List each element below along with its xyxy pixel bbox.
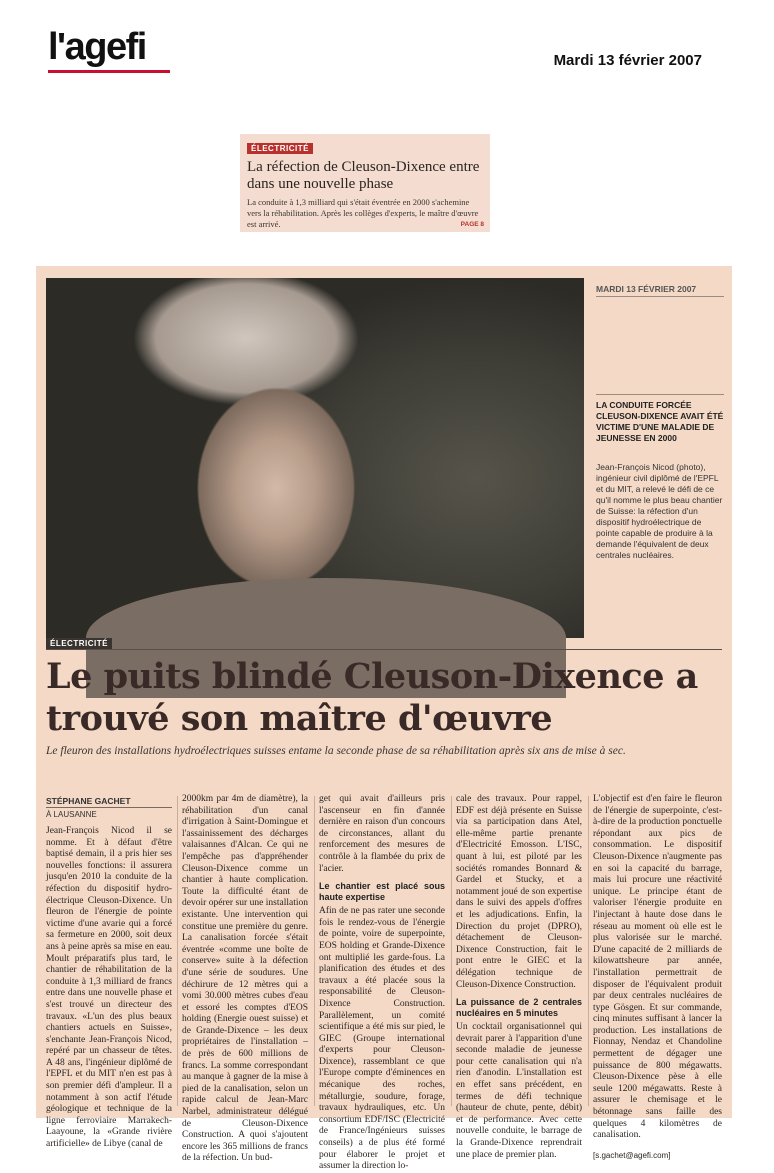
column-text: Un cocktail organisationnel qui devrait parer à l'apparition d'une seconde maladie de jeunesse pour cette canalisation qui n'a rien d'anodin. L'installation est en effet sans précédent, en termes de défi technique (hauteur de chute, pente, débit) et de performance. Avec cette nouvelle conduite, le barrage de la Grande-Dixence reprendrait une place de premier plan.	[456, 1022, 582, 1160]
side-caption: Jean-François Nicod (photo), ingénieur civil diplômé de l'EPFL et du MIT, a relevé le défi de ce qu'il nomme le plus beau chantier de Suisse: la réfection d'un dispositif hydroélectrique de pointe capable de produire à la demande l'équivalent de deux centrales nucléaires.	[596, 462, 723, 560]
article-column-3	[319, 794, 445, 1172]
article-column-5	[593, 794, 722, 1160]
subheading: La puissance de 2 centrales nucléaires en 5 minutes	[456, 997, 582, 1019]
article-headline: Le puits blindé Cleuson-Dixence a trouvé son maître d'œuvre	[46, 656, 698, 739]
teaser-page-ref: PAGE 8	[460, 221, 484, 228]
column-divider	[588, 796, 589, 1106]
author-location: À LAUSANNE	[46, 810, 97, 819]
clipping-date: MARDI 13 FÉVRIER 2007	[596, 284, 697, 294]
portrait-photo	[46, 278, 584, 638]
column-divider	[314, 796, 315, 1106]
side-headline: LA CONDUITE FORCÉE CLEUSON-DIXENCE AVAIT ÉTÉ VICTIME D'UNE MALADIE DE JEUNESSE EN 2000	[596, 400, 724, 443]
column-text: Afin de ne pas rater une seconde fois le rendez-vous de l'énergie de pointe, voire de superpointe, EOS holding et Grande-Dixence ont multiplié les garde-fous. La planification des études et des travaux a été placée sous la responsabilité de Cleuson-Dixence Construction. Parallèlement, un comité scientifique a été mis sur pied, le GIEC (Groupe international d'experts pour Cleuson-Dixence), rassemblant ce que l'Europe compte d'éminences en mécanique des roches, métallurgie, soudure, forage, travaux hydrauliques, etc. Un consortium EDF/ISC (Electricité de France/Ingénieurs suisses conseils) a de plus été formé pour élaborer le projet et assumer la direction lo-	[319, 906, 445, 1172]
teaser-clipping	[240, 134, 490, 232]
teaser-text: La conduite à 1,3 milliard qui s'était éventrée en 2000 s'achemine vers la réhabilitation. Après les collèges d'experts, le maître d'œuvre est arrivé.	[247, 197, 479, 229]
column-text: L'objectif est d'en faire le fleuron de l'énergie de superpointe, c'est-à-dire de la production ponctuelle répondant aux pics de consommation. Le dispositif Cleuson-Dixence n'augmente pas en soi la capacité du barrage, mais lui procure une réactivité unique. Le principe étant de valoriser l'énergie produite en l'injectant à haute dose dans le réseau au moment où elle est le plus valorisée sur le marché. D'une capacité de 2 milliards de kilowattsheure par année, l'installation permettrait de disposer de l'équivalent produit par deux centrales nucléaires de type Gösgen. Et sur commande, cinq minutes suffisant à lancer la production. Les installations de Fionnay, Nendaz et Chandoline permettent de dégager une puissance de 800 mégawatts. Cleuson-Dixence pèse à elle seule 1200 mégawatts. Reste à assurer le chemisage et le bétonnage sans faille des quelques 4 kilomètres de canalisation.	[593, 794, 722, 1141]
column-text: 2000km par 4m de diamètre), la réhabilitation d'un canal d'irrigation à Saint-Domingue et l'assainissement des décharges valaisannes d'Alcan. Ce qui ne l'empêche pas d'appréhender Cleuson-Dixence comme un chantier à haute complication. Toute la difficulté étant de devoir opérer sur une installation existante. Une intervention qui constitue une première du genre. La canalisation forcée s'était éventrée «comme une boîte de conserve» suite à la défection d'une série de soudures. Une déchirure de 12 mètres qui a vomi 30.000 mètres cubes d'eau et essoré les comptes d'EOS holding (Energie ouest suisse) et de Grande-Dixence – les deux propriétaires de l'installation – de près de 600 millions de francs. La somme correspondant au manque à gagner de la mise à pied de la canalisation, selon un rapide calcul de Jean-Marc Narbel, administrateur délégué de Cleuson-Dixence Construction. A quoi s'ajoutent encore les 365 millions de francs de la réfection. Un bud-	[182, 794, 308, 1164]
teaser-section-tag: ÉLECTRICITÉ	[247, 143, 313, 154]
column-text: cale des travaux. Pour rappel, EDF est déjà présente en Suisse via sa participation dans Atel, elle-même partie prenante d'Electricité Emosson. L'ISC, quant à lui, est piloté par les sociétés romandes Bonnard & Gardel et Stucky, et a notamment joué de son expertise dans le suivi des appels d'offres et les adjudications. Enfin, la Direction du projet (DPRO), détachement de Cleuson-Dixence Construction, fait le pont entre le GIEC et la délégation technique de Cleuson-Dixence Construction.	[456, 794, 582, 990]
column-text: get qui avait d'ailleurs pris l'ascenseur en fin d'année dernière en raison d'un concours de circonstances, allant du renforcement des mesures de contrôle à la flambée du prix de l'acier.	[319, 794, 445, 874]
section-tag: ÉLECTRICITÉ	[46, 638, 112, 649]
side-rule	[596, 394, 724, 395]
article-clipping	[36, 266, 732, 1172]
article-column-4	[456, 794, 582, 1160]
author-email: [s.gachet@agefi.com]	[593, 1150, 671, 1160]
logo-underline	[48, 70, 170, 73]
agefi-logo: l'agefi	[48, 26, 146, 68]
article-lead: Le fleuron des installations hydroélectriques suisses entame la seconde phase de sa réhabilitation après six ans de mise à sec.	[46, 745, 626, 757]
side-rule	[596, 296, 724, 297]
column-divider	[451, 796, 452, 1106]
teaser-title: La réfection de Cleuson-Dixence entre dans une nouvelle phase	[247, 159, 480, 192]
author-byline: STÉPHANE GACHET	[46, 796, 172, 808]
article-column-2	[182, 794, 308, 1164]
article-column-1	[46, 826, 172, 1150]
subheading: Le chantier est placé sous haute expertise	[319, 881, 445, 903]
column-text: Jean-François Nicod il se nomme. Et à défaut d'être baptisé demain, il a pris hier ses nouvelles fonctions: il assurera jusqu'en 2010 la conduite de la réfection du dispositif hydro-électrique Cleuson-Dixence. Un fleuron de l'énergie de pointe victime d'une avarie qui a forcé sa fermeture en 2000, soit deux ans à peine après sa mise en eau. Moult préparatifs plus tard, le chantier de réhabilitation de la conduite à 1,3 milliard de francs entre dans une nouvelle phase et s'est trouvé un directeur des travaux. «L'un des plus beaux chantiers actuels en Suisse», s'enchante Jean-François Nicod, repéré par un chasseur de têtes. A 48 ans, l'ingénieur diplômé de l'EPFL et du MIT n'en est pas à son premier défi d'ampleur. Il a notamment à son actif l'étude géologique et technique de la ligne ferroviaire Marrakech-Laayoune, la «Grande rivière artificielle» de Libye (canal de	[46, 826, 172, 1150]
page-date: Mardi 13 février 2007	[553, 52, 702, 69]
section-rule	[46, 649, 722, 650]
column-divider	[177, 796, 178, 1106]
